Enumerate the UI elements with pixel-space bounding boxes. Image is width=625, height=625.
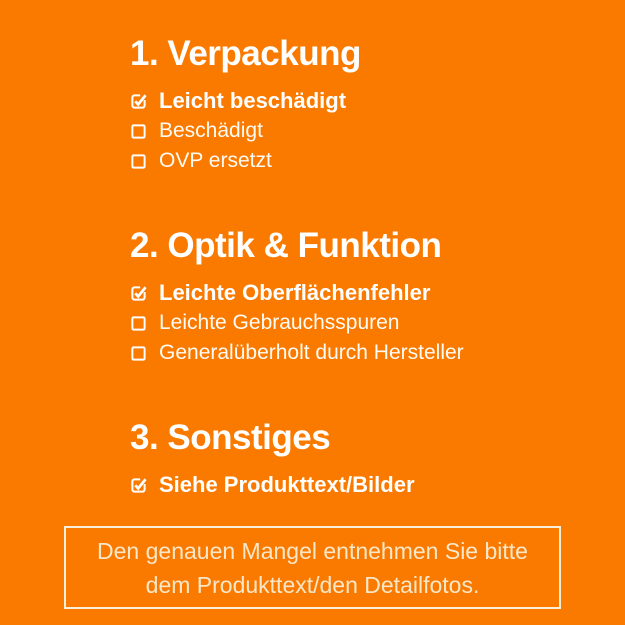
checklist-item xyxy=(130,278,605,308)
checklist-item-label: Leichte Oberflächenfehler xyxy=(159,280,431,305)
checked-checkbox-icon xyxy=(130,93,147,110)
checklist-item xyxy=(130,470,605,500)
checklist-item xyxy=(130,116,605,146)
checklist-item-label: OVP ersetzt xyxy=(159,149,272,172)
checklist-item-label: Leichte Gebrauchsspuren xyxy=(159,311,400,334)
empty-checkbox-icon xyxy=(130,345,147,362)
section-title: 3. Sonstiges xyxy=(130,418,331,457)
footer-note-line: dem Produkttext/den Detailfotos. xyxy=(145,571,480,598)
checklist-item-label: Beschädigt xyxy=(159,119,263,142)
condition-checklist xyxy=(130,34,605,550)
section-optik-funktion xyxy=(130,226,605,368)
checklist-item xyxy=(130,86,605,116)
checklist-item-label: Siehe Produkttext/Bilder xyxy=(159,472,415,497)
checked-checkbox-icon xyxy=(130,285,147,302)
checklist-item xyxy=(130,146,605,176)
footer-note-box xyxy=(64,526,561,609)
section-title: 2. Optik & Funktion xyxy=(130,226,442,265)
checklist-item-label: Leicht beschädigt xyxy=(159,88,347,113)
footer-note-line: Den genauen Mangel entnehmen Sie bitte xyxy=(97,537,528,564)
checklist-item xyxy=(130,308,605,338)
checklist-item xyxy=(130,338,605,368)
empty-checkbox-icon xyxy=(130,315,147,332)
empty-checkbox-icon xyxy=(130,123,147,140)
section-sonstiges xyxy=(130,418,605,500)
checklist-item-label: Generalüberholt durch Hersteller xyxy=(159,341,464,364)
section-title: 1. Verpackung xyxy=(130,34,361,73)
checked-checkbox-icon xyxy=(130,477,147,494)
section-verpackung xyxy=(130,34,605,176)
empty-checkbox-icon xyxy=(130,153,147,170)
